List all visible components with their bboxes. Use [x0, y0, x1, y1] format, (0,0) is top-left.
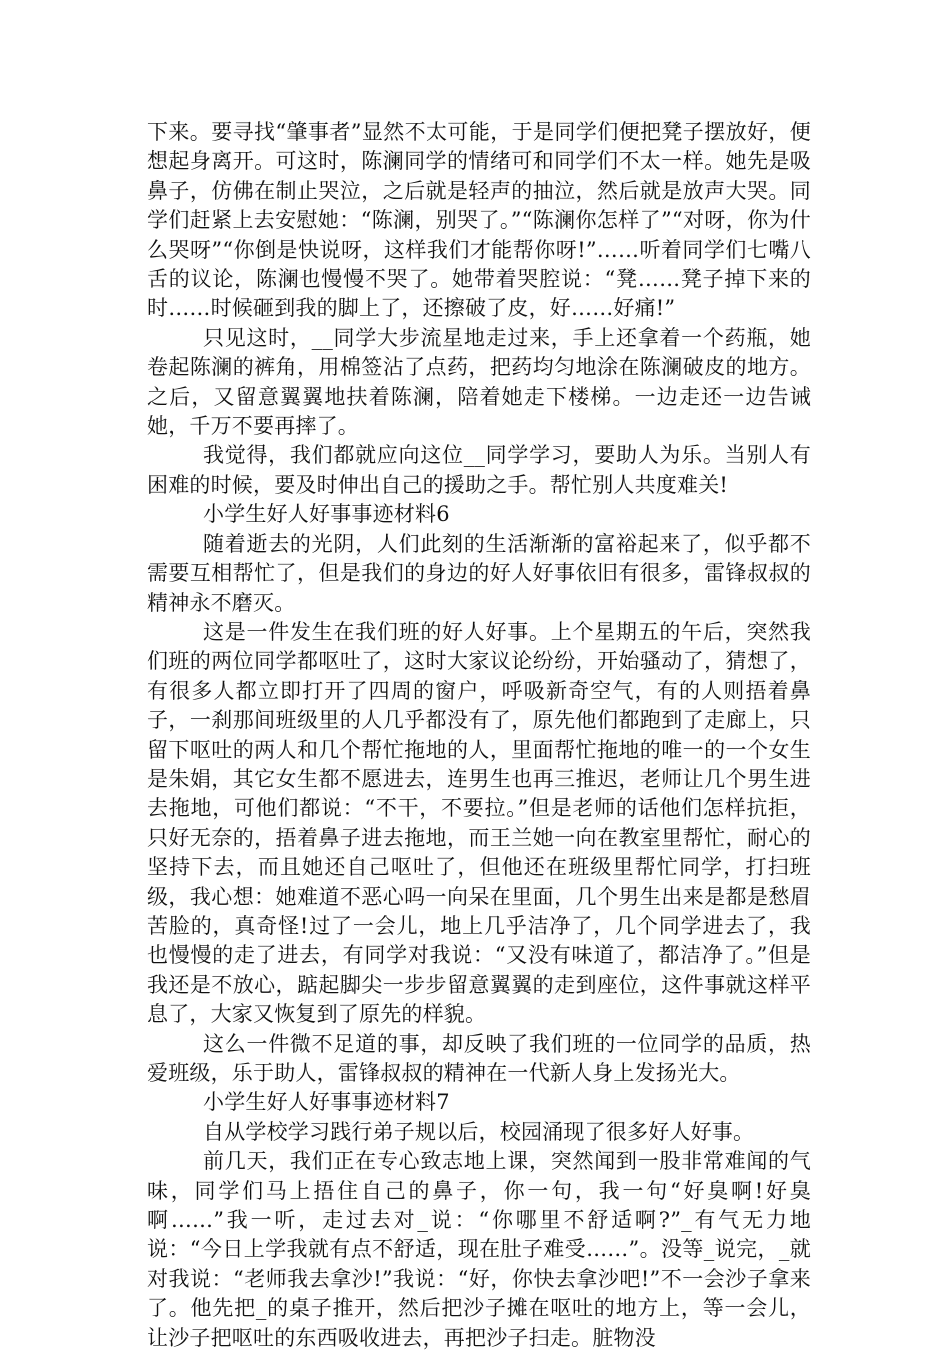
paragraph-3: 我觉得，我们都就应向这位__同学学习，要助人为乐。当别人有困难的时候，要及时伸出自己的援助之手。帮忙别人共度难关! [147, 443, 811, 497]
paragraph-6: 这么一件微不足道的事，却反映了我们班的一位同学的品质，热爱班级，乐于助人，雷锋叔叔的精神在一代新人身上发扬光大。 [147, 1031, 811, 1085]
paragraph-7: 自从学校学习践行弟子规以后，校园涌现了很多好人好事。 [203, 1119, 755, 1144]
document-page [147, 118, 811, 1353]
paragraph-1: 下来。要寻找“肇事者”显然不太可能，于是同学们便把凳子摆放好，便想起身离开。可这时，陈澜同学的情绪可和同学们不太一样。她先是吸鼻子，仿佛在制止哭泣，之后就是轻声的抽泣，然后就是放声大哭。同学们赶紧上去安慰她：“陈澜，别哭了。”“陈澜你怎样了”“对呀，你为什么哭呀”“你倒是快说呀，这样我们才能帮你呀!”……听着同学们七嘴八舌的议论，陈澜也慢慢不哭了。她带着哭腔说：“凳……凳子掉下来的时……时候砸到我的脚上了，还擦破了皮，好……好痛!” [147, 120, 811, 321]
paragraph-8: 前几天，我们正在专心致志地上课，突然闻到一股非常难闻的气味，同学们马上捂住自己的鼻子，你一句，我一句“好臭啊!好臭啊……”我一听，走过去对_说：“你哪里不舒适啊?”_有气无力地说：“今日上学我就有点不舒适，现在肚子难受……”。没等_说完，_就对我说：“老师我去拿沙!”我说：“好，你快去拿沙吧!”不一会沙子拿来了。他先把_的桌子推开，然后把沙子摊在呕吐的地方上，等一会儿，让沙子把呕吐的东西吸收进去，再把沙子扫走。脏物没 [147, 1149, 811, 1350]
paragraph-2: 只见这时，__同学大步流星地走过来，手上还拿着一个药瓶，她卷起陈澜的裤角，用棉签沾了点药，把药均匀地涂在陈澜破皮的地方。之后，又留意翼翼地扶着陈澜，陪着她走下楼梯。一边走还一边告诫她，千万不要再摔了。 [147, 325, 811, 439]
section-heading-7: 小学生好人好事事迹材料7 [203, 1090, 450, 1115]
paragraph-4: 随着逝去的光阴，人们此刻的生活渐渐的富裕起来了，似乎都不需要互相帮忙了，但是我们的身边的好人好事依旧有很多，雷锋叔叔的精神永不磨灭。 [147, 531, 811, 615]
section-heading-6: 小学生好人好事事迹材料6 [203, 502, 450, 527]
paragraph-5: 这是一件发生在我们班的好人好事。上个星期五的午后，突然我们班的两位同学都呕吐了，这时大家议论纷纷，开始骚动了，猜想了，有很多人都立即打开了四周的窗户，呼吸新奇空气，有的人则捂着鼻子，一刹那间班级里的人几乎都没有了，原先他们都跑到了走廊上，只留下呕吐的两人和几个帮忙拖地的人，里面帮忙拖地的唯一的一个女生是朱娟，其它女生都不愿进去，连男生也再三推迟，老师让几个男生进去拖地，可他们都说：“不干，不要拉。”但是老师的话他们怎样抗拒，只好无奈的，捂着鼻子进去拖地，而王兰她一向在教室里帮忙，耐心的坚持下去，而且她还自己呕吐了，但他还在班级里帮忙同学，打扫班级，我心想：她难道不恶心吗一向呆在里面，几个男生出来是都是愁眉苦脸的，真奇怪!过了一会儿，地上几乎洁净了，几个同学进去了，我也慢慢的走了进去，有同学对我说：“又没有味道了，都洁净了。”但是我还是不放心，踮起脚尖一步步留意翼翼的走到座位，这件事就这样平息了，大家又恢复到了原先的样貌。 [147, 619, 811, 1027]
